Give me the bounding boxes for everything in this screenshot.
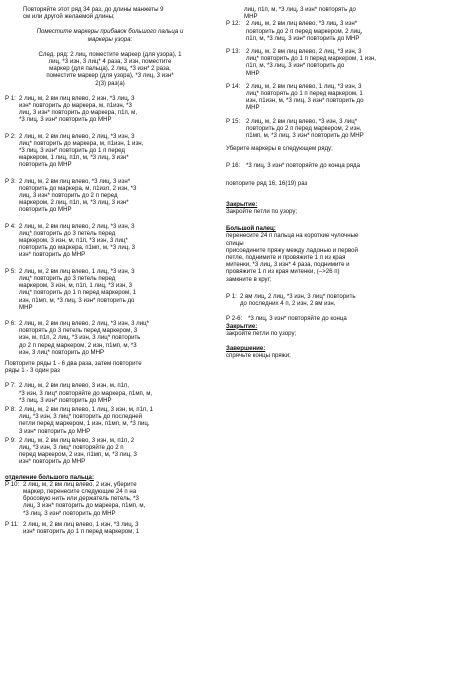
row-line: изн, 3 лиц* повторить до МНР bbox=[19, 348, 105, 356]
closing-heading: Закрытие: bbox=[226, 322, 258, 330]
row-line: маркером, 3 изн, м, п1п, *3 изн, 3 лиц* bbox=[19, 237, 128, 245]
row-line: 2 лиц, м, 2 вм лиц влево, *3 лиц, 3 изн* bbox=[246, 20, 358, 28]
row-line: 2 лиц, м, 2 вм лиц влево, 1 лиц, *3 изн, 3 bbox=[19, 267, 135, 275]
next-row-instruction: След. ряд: 2 лиц, поместите маркер (для узора), 1 лиц, *3 изн, 3 лиц* 4 раза, 3 изн, поместите маркер (для пальца), 2 лиц, *3 изн* 2 раза, поместите маркер (для узора), *3 лиц, 3 изн* 2(3) раз(а) bbox=[38, 50, 182, 87]
row-line: *3 лиц, 3 изн* повторить до 1 п перед bbox=[19, 147, 125, 155]
row-line: МНР bbox=[246, 104, 260, 112]
row-text bbox=[19, 382, 215, 404]
row-line: изн* повторить до МНР bbox=[19, 251, 86, 259]
left-column bbox=[5, 6, 215, 535]
row-11-continuation: лиц, п1п, м, *3 лиц, 3 изн* повторять до МНР bbox=[244, 6, 356, 21]
row-text bbox=[19, 178, 215, 214]
row-label: Р 13: bbox=[226, 48, 241, 56]
row-line: повторить до 2 п перед маркером, 2 изн, bbox=[246, 124, 362, 132]
row-text bbox=[19, 268, 215, 311]
row-line: повторить до МНР bbox=[19, 206, 72, 214]
row-label: Р 3: bbox=[5, 177, 16, 185]
row-label: Р 7: bbox=[5, 382, 16, 390]
finish-text: спрячьте концы пряжи; bbox=[226, 352, 291, 360]
row-line: МНР bbox=[19, 303, 33, 311]
repeat-row-16: повторите ряд 16, 16(19) раз bbox=[226, 179, 308, 187]
row-line: изн, п1изн, м, *3 лиц, 3 изн* повторить до bbox=[246, 97, 364, 105]
thumb-separation-heading: отделение большого пальца: bbox=[5, 473, 94, 481]
closing-text: Закройте петли по узору; bbox=[226, 208, 298, 216]
markers-note: Поместите маркеры прибавок большого пальца и маркеры узора: bbox=[36, 28, 184, 43]
row-line: 2 лиц, м, 2 вм лиц влево, 1 изн, *3 лиц, 3 bbox=[23, 520, 139, 528]
row-line: маркер, перенесите следующие 24 п на bbox=[23, 487, 137, 495]
row-text bbox=[19, 133, 215, 169]
row-label: Р 4: bbox=[5, 222, 16, 230]
row-text bbox=[19, 406, 215, 435]
right-column bbox=[226, 6, 446, 359]
rows-1-6 bbox=[5, 95, 215, 356]
row-line: повторить до МНР bbox=[19, 161, 72, 169]
row-line: изн, п1мп, м, *3 лиц, 3 изн* повторить до bbox=[19, 296, 135, 304]
pattern-row bbox=[5, 95, 215, 124]
row-line: 2 лиц, м, 2 вм лиц влево, 2 лиц, *3 изн, 3 bbox=[246, 48, 362, 56]
row-text bbox=[246, 48, 446, 77]
row-line: п1п, м, *3 лиц, 3 изн* повторить до МНР bbox=[246, 34, 360, 42]
row-line: *3 лиц, 3 изн* повторить до МНР bbox=[23, 509, 116, 517]
row-label: Р 8: bbox=[5, 405, 16, 413]
row-text: *3 лиц, 3 изн* повторяйте до конца ряда bbox=[246, 162, 360, 170]
pattern-row bbox=[5, 481, 215, 517]
row-line: *3 лиц, 3 изн* повторить до МНР bbox=[19, 116, 112, 124]
row-text: *3 лиц, 3 изн* повторяйте до конца bbox=[248, 315, 347, 323]
thumb-instructions: перенесите 24 п пальца на короткие чулочные спицы присоедините пряжу между ладонью и первой петле, поднимите и провяжите 1 п из края митенки, *3 лиц, 3 изн* 4 раза, поднимите и провяжите 1 п из края митенки, (–>26 п) замкните в круг; bbox=[226, 232, 359, 283]
row-line: 2 лиц, м, 2 вм лиц влево, *3 лиц, 3 изн* bbox=[19, 177, 131, 185]
pattern-row bbox=[226, 83, 446, 112]
row-line: 2 лиц, м, 2 вм лиц влево, 2 лиц, *3 изн, 3 bbox=[19, 132, 135, 140]
closing-text: закройте петли по узору; bbox=[226, 329, 297, 337]
row-line: 2 лиц, м, 2 вм лиц влево, 3 изн, м, п1п, bbox=[19, 382, 130, 390]
row-line: лиц* повторить до 3 петель перед bbox=[19, 274, 116, 282]
row-label: Р 12: bbox=[226, 20, 241, 28]
row-label: Р 10: bbox=[5, 480, 20, 488]
rows-7-9 bbox=[5, 382, 215, 465]
row-line: 2 лиц, м, 2 вм лиц влево, *3 изн, 3 лиц* bbox=[246, 117, 358, 125]
row-text bbox=[19, 95, 215, 124]
row-line: лиц, 3 изн* повторить до маркера, п1п, м, bbox=[19, 109, 138, 117]
row-line: до 2 п перед маркером, 2 изн, п1мп, м, *3 bbox=[19, 341, 137, 349]
row-text bbox=[246, 83, 446, 112]
row-line: лиц* повторить до 1 п перед маркером, 1 bbox=[19, 289, 136, 297]
row-line: 2 лиц, м, 2 вм лиц влево, 2 изн, уберите bbox=[23, 480, 137, 488]
row-line: *3 изн, 3 лиц* повторяйте до маркера, п1мп, м, bbox=[19, 389, 153, 397]
remove-markers-note: Уберите маркеры в следующем ряду; bbox=[226, 145, 333, 153]
closing-heading: Закрытие: bbox=[226, 200, 258, 208]
row-line: лиц* повторить до маркера, м, п1изн, 1 изн, bbox=[19, 139, 144, 147]
row-label: Р 1: bbox=[5, 94, 16, 102]
row-text bbox=[19, 320, 215, 356]
row-text bbox=[246, 20, 446, 42]
row-line: повторять до 3 петель перед маркером, 3 bbox=[19, 327, 138, 335]
rows-12-15 bbox=[226, 20, 446, 139]
row-line: 2 лиц, м, 2 вм лиц влево, 1 лиц, *3 изн, 3 bbox=[246, 82, 362, 90]
row-text bbox=[19, 223, 215, 259]
row-line: маркером, 1 лиц, п1п, м, *3 лиц, 3 изн* bbox=[19, 154, 129, 162]
row-16 bbox=[226, 162, 446, 169]
row-line: маркером, 2 лиц, п1п, м, *3 лиц, 3 изн* bbox=[19, 199, 129, 207]
row-line: 2 лиц, м, 2 вм лиц влево, 2 изн, *3 лиц, 3 bbox=[19, 94, 135, 102]
row-label: Р 6: bbox=[5, 319, 16, 327]
row-line: лиц* повторить до 3 петель перед bbox=[19, 229, 116, 237]
row-line: лиц, 3 изн* повторить до 2 п перед bbox=[19, 192, 118, 200]
row-line: 3 изн* повторить до МНР bbox=[19, 427, 91, 435]
row-line: лиц, 3 изн* повторить до маркера, п1мп, м, bbox=[23, 502, 146, 510]
row-label: Р 9: bbox=[5, 436, 16, 444]
row-label: Р 5: bbox=[5, 267, 16, 275]
row-line: п1п, м, *3 лиц, 3 изн* повторить до bbox=[246, 62, 345, 70]
row-line: 2 лиц, м, 2 вм лиц влево, 2 лиц, *3 изн, 3 bbox=[19, 222, 135, 230]
row-text bbox=[23, 481, 215, 517]
row-line: повторить до маркера, м, п1изл, 2 изн, *3 bbox=[19, 184, 137, 192]
pattern-row bbox=[5, 406, 215, 435]
row-line: п1мп, м, *3 лиц, 3 изн* повторить до МНР bbox=[246, 132, 364, 140]
pattern-row bbox=[5, 268, 215, 311]
row-line: изн* повторить до маркера, м, п1изн, *3 bbox=[19, 102, 132, 110]
row-line: бросовую нить или держатель петель, *3 bbox=[23, 495, 139, 503]
row-line: повторить до маркера, п1мп, м, *3 лиц, 3 bbox=[19, 244, 136, 252]
intro-text: Повторяйте этот ряд 34 раз, до длины манжеты 9 см или другой желаемой длины; bbox=[23, 6, 164, 21]
pattern-row bbox=[5, 437, 215, 466]
row-line: 2 лиц, м, 2 вм лиц влево, 1 лиц, 3 изн, м, п1п, 1 bbox=[19, 405, 154, 413]
row-line: петли перед маркером, 1 изн, п1мп, м, *3 лиц, bbox=[19, 420, 150, 428]
pattern-row bbox=[226, 118, 446, 140]
row-line: перед маркером, 2 изн, п1мп, м, *3 лиц, 3 bbox=[19, 451, 137, 459]
row-label: Р 16: bbox=[226, 162, 241, 170]
row-label: Р 1: bbox=[226, 292, 237, 300]
row-line: лиц* повторить до 1 п перед маркером, 1 изн, bbox=[246, 55, 376, 63]
row-label: Р 11: bbox=[5, 520, 19, 528]
thumb-heading: Большой палец: bbox=[226, 225, 276, 233]
pattern-row bbox=[5, 223, 215, 259]
row-label: Р 15: bbox=[226, 117, 241, 125]
row-line: лиц* повторять до 1 п перед маркером, 1 bbox=[246, 90, 363, 98]
row-line: 2 лиц, м, 2 вм лиц влево, 3 изн, м, п1п, 2 bbox=[19, 436, 135, 444]
row-text bbox=[23, 521, 215, 535]
finish-heading: Завершение: bbox=[226, 344, 266, 352]
pattern-row bbox=[5, 320, 215, 356]
row-label: Р 2-6: bbox=[226, 315, 243, 323]
row-line: МНР bbox=[246, 69, 260, 77]
row-line: маркером, 3 изн, м, п1п, 1 лиц, *3 изн, 3 bbox=[19, 282, 133, 290]
pattern-row bbox=[5, 133, 215, 169]
pattern-row bbox=[5, 521, 215, 535]
row-label: Р 2: bbox=[5, 132, 16, 140]
row-line: лиц, *3 изн, 3 лиц* повторяйте до 2 п bbox=[19, 443, 124, 451]
pattern-row bbox=[5, 382, 215, 404]
row-line: *3 лиц, 3 изн* повторить до МНР bbox=[19, 396, 112, 404]
row-line: изн, м, п1п, 2 лиц, *3 изн, 3 лиц* повторить bbox=[19, 334, 141, 342]
row-text bbox=[19, 437, 215, 466]
pattern-row bbox=[226, 20, 446, 42]
pattern-row bbox=[5, 178, 215, 214]
rows-10-11 bbox=[5, 481, 215, 535]
row-line: повторить до 2 п перед маркером, 2 лиц, bbox=[246, 27, 363, 35]
row-line: лиц, *3 изн, 3 лиц* повторить до последней bbox=[19, 413, 143, 421]
repeat-note: Повторите ряды 1 - 6 два раза, затем повторите ряды 1 - 3 один раз bbox=[5, 359, 142, 375]
row-line: изн* повторить до МНР bbox=[19, 458, 86, 466]
row-line: 2 лиц, м, 2 вм лиц влево, 2 лиц, *3 изн, 3 лиц* bbox=[19, 319, 149, 327]
pattern-row bbox=[226, 48, 446, 77]
row-text bbox=[246, 118, 446, 140]
thumb-row-1: Р 1: 2 вм лиц, 2 лиц, *3 изн, 3 лиц* повторить до последних 4 п, 2 изн, 2 вм изн, bbox=[226, 292, 356, 308]
row-line: изн* повторить до 1 п перед маркером, 1 bbox=[23, 527, 140, 535]
row-label: Р 14: bbox=[226, 82, 241, 90]
thumb-row-2-6 bbox=[226, 315, 446, 322]
